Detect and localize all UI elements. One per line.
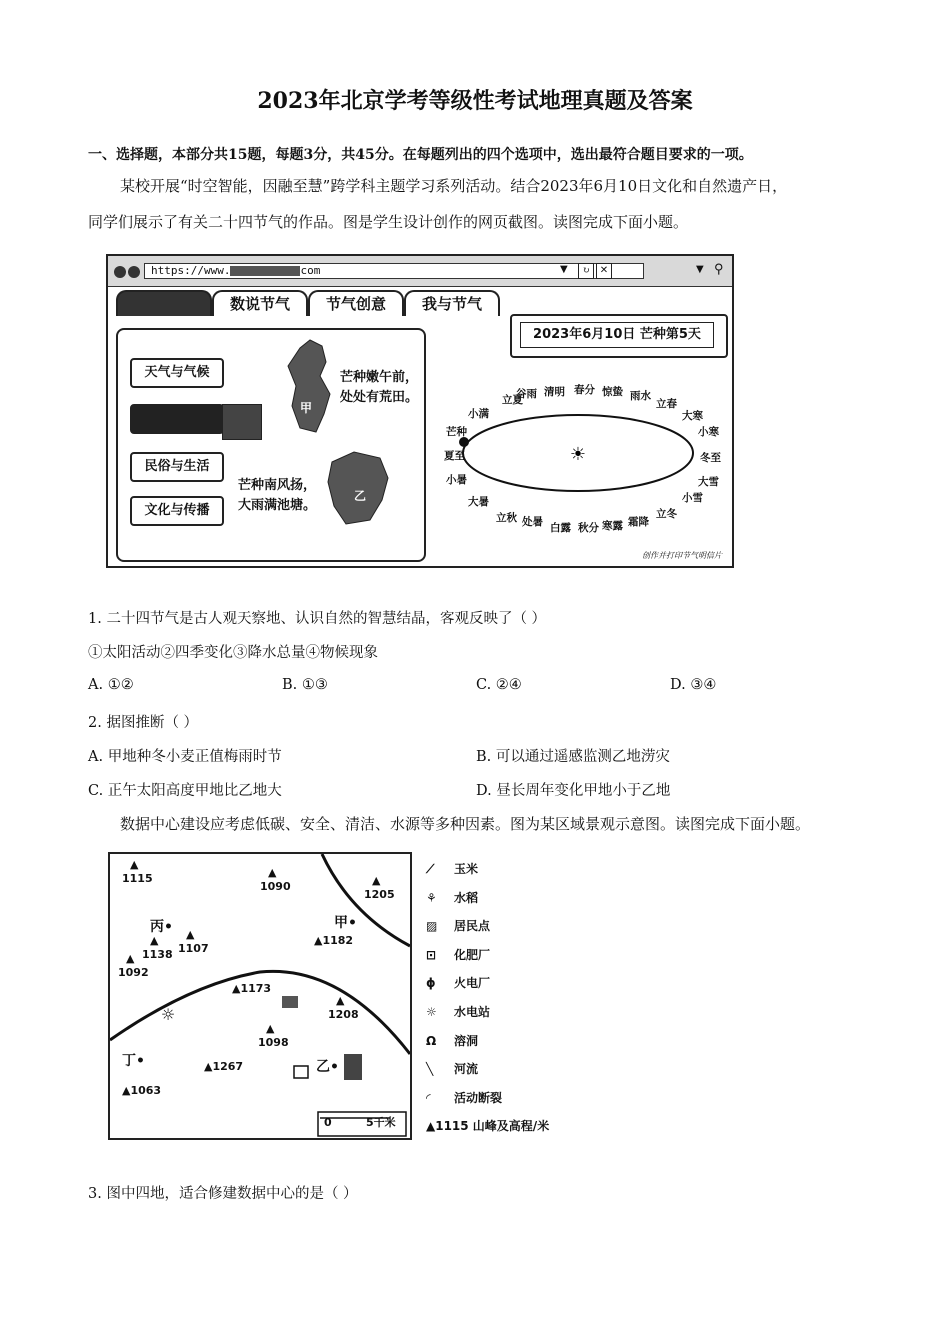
url-end-text: com bbox=[300, 264, 321, 277]
legend-icon: ◜ bbox=[426, 1090, 431, 1105]
solar-term: 夏至 bbox=[444, 450, 465, 462]
peak-elevation: 1092 bbox=[118, 966, 149, 979]
peak-elevation: ▲1173 bbox=[232, 982, 272, 995]
window-dot-icon bbox=[128, 266, 140, 278]
solar-term: 惊蛰 bbox=[602, 386, 623, 398]
q3-stem: 3. 图中四地，适合修建数据中心的是（ ） bbox=[88, 1186, 358, 1202]
url-field bbox=[144, 263, 644, 279]
solar-term: 冬至 bbox=[700, 452, 721, 464]
solar-term: 大寒 bbox=[682, 410, 703, 422]
legend-item bbox=[426, 917, 490, 934]
button-customs: 民俗与生活 bbox=[130, 452, 224, 482]
legend-label: 玉米 bbox=[454, 862, 479, 876]
solar-term: 立夏 bbox=[502, 394, 523, 406]
sun-icon: ☀ bbox=[569, 444, 587, 465]
solar-term: 立冬 bbox=[656, 508, 677, 520]
peak-elevation: 1208 bbox=[328, 1008, 359, 1021]
button-culture: 文化与传播 bbox=[130, 496, 224, 526]
q1-option-c: C. ②④ bbox=[476, 677, 522, 693]
poem2-line2: 大雨满池塘。 bbox=[238, 498, 317, 513]
solar-term: 小雪 bbox=[682, 492, 703, 504]
webpage-figure bbox=[106, 254, 734, 568]
legend-item bbox=[426, 1003, 490, 1020]
solar-term: 清明 bbox=[544, 386, 565, 398]
legend-label: 活动断裂 bbox=[454, 1090, 503, 1105]
legend-icon: ╲ bbox=[426, 1062, 434, 1077]
peak-icon: ▲ bbox=[186, 928, 195, 941]
date-banner-text: 2023年6月10日 芒种第5天 bbox=[520, 322, 714, 348]
browser-bar bbox=[108, 256, 732, 287]
solar-term: 霜降 bbox=[628, 516, 649, 528]
close-icon: ✕ bbox=[596, 263, 612, 279]
legend-icon: ϕ bbox=[426, 976, 436, 991]
peak-icon: ▲ bbox=[336, 994, 345, 1007]
peak-icon: ▲ bbox=[130, 858, 139, 871]
peak-elevation: 1115 bbox=[122, 872, 153, 885]
scale-label: 5千米 bbox=[366, 1116, 396, 1129]
dropdown-icon: ▼ bbox=[560, 264, 568, 275]
legend-label: ▲1115 山峰及高程/米 bbox=[426, 1119, 550, 1134]
solar-term: 大暑 bbox=[468, 496, 489, 508]
intro1-line1: 某校开展“时空智能，因融至慧”跨学科主题学习系列活动。结合2023年6月10日文化和自然遗产日， bbox=[120, 177, 788, 195]
legend-icon: Ω bbox=[426, 1033, 437, 1048]
legend-label: 化肥厂 bbox=[454, 947, 491, 962]
legend-item bbox=[426, 974, 490, 991]
map-label-yi: 乙 bbox=[354, 489, 367, 503]
legend-item bbox=[426, 1060, 478, 1077]
legend-item bbox=[426, 946, 490, 963]
dropdown-icon: ▼ bbox=[696, 264, 704, 275]
peak-elevation: ▲1267 bbox=[204, 1060, 244, 1073]
peak-icon: ▲ bbox=[126, 952, 135, 965]
solar-term: 立春 bbox=[656, 398, 677, 410]
page-title: 2023年北京学考等级性考试地理真题及答案 bbox=[257, 88, 693, 114]
url-redaction bbox=[230, 266, 300, 276]
peak-elevation: ▲1063 bbox=[122, 1084, 162, 1097]
peak-elevation: 1090 bbox=[260, 880, 291, 893]
button-dark bbox=[130, 404, 224, 434]
legend-item bbox=[426, 1089, 502, 1106]
solar-term: 小满 bbox=[468, 408, 489, 420]
solar-term: 秋分 bbox=[578, 522, 599, 534]
q2-stem: 2. 据图推断（ ） bbox=[88, 715, 199, 731]
solar-term: 大雪 bbox=[698, 476, 719, 488]
intro2: 数据中心建设应考虑低碳、安全、清洁、水源等多种因素。图为某区域景观示意图。读图完成下面小题。 bbox=[120, 815, 811, 833]
tab-shuoshuo: 数说节气 bbox=[212, 290, 308, 316]
q1-option-b: B. ①③ bbox=[282, 677, 328, 693]
q2-option-d: D. 昼长周年变化甲地小于乙地 bbox=[476, 783, 671, 799]
tab-active bbox=[116, 290, 212, 316]
button-weather: 天气与气候 bbox=[130, 358, 224, 388]
legend-label: 火电厂 bbox=[454, 976, 491, 991]
legend-label: 居民点 bbox=[454, 919, 491, 934]
peak-icon: ▲ bbox=[150, 934, 159, 947]
credit-text: 创作并打印节气明信片 bbox=[642, 551, 722, 560]
province-map-jia bbox=[280, 336, 340, 436]
tab-bar bbox=[108, 286, 732, 316]
refresh-icon: ↻ bbox=[578, 263, 594, 279]
scale-zero: 0 bbox=[324, 1116, 332, 1129]
peak-elevation: 1098 bbox=[258, 1036, 289, 1049]
q2-option-b: B. 可以通过遥感监测乙地涝灾 bbox=[476, 749, 670, 765]
intro1-line2: 同学们展示了有关二十四节气的作品。图是学生设计创作的网页截图。读图完成下面小题。 bbox=[88, 213, 689, 231]
legend-item bbox=[426, 889, 478, 906]
solar-term: 立秋 bbox=[496, 512, 517, 524]
hydro-station-icon: ☼ bbox=[160, 1005, 176, 1024]
peak-elevation: 1205 bbox=[364, 888, 395, 901]
tab-chuangyi: 节气创意 bbox=[308, 290, 404, 316]
legend-label: 溶洞 bbox=[454, 1033, 479, 1048]
section-heading: 一、选择题，本部分共15题，每题3分，共45分。在每题列出的四个选项中，选出最符合题目要求的一项。 bbox=[88, 147, 753, 163]
poem1-line1: 芒种嫩午前， bbox=[340, 370, 419, 385]
legend-label: 水稻 bbox=[454, 890, 479, 905]
legend-item bbox=[426, 860, 478, 877]
peak-icon: ▲ bbox=[268, 866, 277, 879]
legend-label: 河流 bbox=[454, 1062, 479, 1077]
tab-woyu: 我与节气 bbox=[404, 290, 500, 316]
q2-option-c: C. 正午太阳高度甲地比乙地大 bbox=[88, 783, 282, 799]
legend-icon: ⊡ bbox=[426, 947, 437, 962]
peak-elevation: 1138 bbox=[142, 948, 173, 961]
solar-term: 芒种 bbox=[446, 426, 467, 438]
q2-option-a: A. 甲地种冬小麦正值梅雨时节 bbox=[88, 749, 282, 765]
url-text: https://www. bbox=[151, 264, 231, 277]
solar-term: 寒露 bbox=[602, 520, 623, 532]
q1-option-a: A. ①② bbox=[88, 677, 134, 693]
legend-item bbox=[426, 1032, 478, 1049]
peak-elevation: ▲1182 bbox=[314, 934, 354, 947]
legend-label: 水电站 bbox=[454, 1005, 491, 1019]
province-map-yi bbox=[324, 448, 394, 528]
content-panel bbox=[116, 328, 426, 562]
place-label: 丁• bbox=[122, 1053, 145, 1069]
peak-elevation: 1107 bbox=[178, 942, 209, 955]
solar-term: 小暑 bbox=[446, 474, 467, 486]
solar-term: 谷雨 bbox=[516, 388, 537, 400]
landscape-map bbox=[108, 852, 412, 1140]
q1-stem: 1. 二十四节气是古人观天察地、认识自然的智慧结晶，客观反映了（ ） bbox=[88, 611, 547, 627]
date-banner bbox=[510, 314, 728, 358]
solar-term: 处暑 bbox=[522, 516, 543, 528]
map-label-jia: 甲 bbox=[300, 401, 313, 415]
solar-term: 春分 bbox=[574, 384, 595, 396]
place-label: 乙• bbox=[316, 1059, 339, 1075]
q1-option-d: D. ③④ bbox=[670, 677, 717, 693]
peak-icon: ▲ bbox=[372, 874, 381, 887]
legend-icon: ☼ bbox=[426, 1005, 437, 1019]
legend-item bbox=[426, 1117, 549, 1134]
search-icon: ⚲ bbox=[714, 262, 724, 277]
solar-term: 雨水 bbox=[630, 390, 651, 402]
popup-box bbox=[222, 404, 262, 440]
legend-icon: ▨ bbox=[426, 919, 438, 934]
peak-icon: ▲ bbox=[266, 1022, 275, 1035]
solar-term: 白露 bbox=[550, 522, 571, 534]
poem2-line1: 芒种南风扬， bbox=[238, 478, 317, 493]
q1-items: ①太阳活动②四季变化③降水总量④物候现象 bbox=[88, 645, 378, 661]
poem1-line2: 处处有荒田。 bbox=[340, 390, 419, 405]
legend-icon: ⚘ bbox=[426, 890, 437, 905]
legend-icon: ⟋ bbox=[426, 862, 435, 876]
fertilizer-factory-icon bbox=[294, 1066, 308, 1078]
orbit-diagram bbox=[458, 412, 698, 494]
window-dot-icon bbox=[114, 266, 126, 278]
solar-term: 小寒 bbox=[698, 426, 719, 438]
settlement-icon bbox=[282, 996, 298, 1008]
place-label: 丙• bbox=[150, 919, 173, 935]
settlement-icon bbox=[344, 1054, 362, 1080]
place-label: 甲• bbox=[334, 915, 357, 931]
